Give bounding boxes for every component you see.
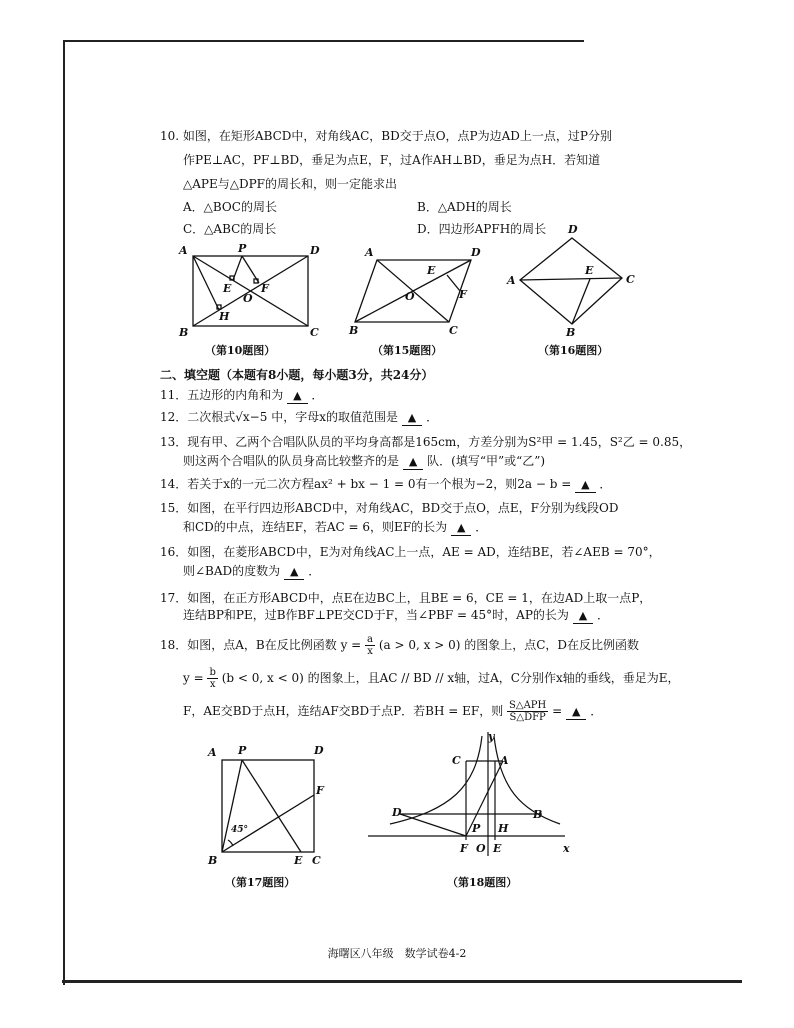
fig17-label-p: P bbox=[238, 744, 247, 757]
q18-fraction-area-ratio: $\frac{\text{S△APH}}{\text{S△DFP}}$ bbox=[509, 700, 547, 723]
fig15-label-b: B bbox=[349, 324, 359, 337]
question-18-line2 bbox=[183, 664, 679, 692]
q14-text: 14．若关于x的一元二次方程ax² + bx − 1 = 0有一个根为−2，则2a − b = bbox=[160, 477, 572, 491]
fig18-label-o: O bbox=[476, 842, 486, 855]
section-2-title: 二、填空题（本题有8小题，每小题3分，共24分） bbox=[160, 368, 434, 382]
q12-text: 12．二次根式√x−5 中，字母x的取值范围是 bbox=[160, 410, 398, 424]
q15-text: 和CD的中点，连结EF，若AC = 6，则EF的长为 bbox=[183, 520, 448, 534]
question-11 bbox=[160, 384, 323, 406]
q15-end: ． bbox=[475, 520, 488, 534]
fig10-label-a: A bbox=[179, 244, 188, 257]
fig15-label-o: O bbox=[405, 290, 415, 303]
q12-triangle: ▲ bbox=[407, 411, 417, 424]
caption-figure-10: （第10题图） bbox=[205, 344, 276, 357]
fig18-label-x: x bbox=[563, 842, 570, 855]
q13-line1: 13．现有甲、乙两个合唱队队员的平均身高都是165cm，方差分别为S²甲 = 1.45，S²乙 = 0.85， bbox=[160, 435, 692, 449]
q10-option-b: B．△ADH的周长 bbox=[417, 200, 512, 214]
fig17-label-angle: 45° bbox=[231, 825, 249, 835]
q10-option-a: A．△BOC的周长 bbox=[183, 200, 277, 214]
top-border bbox=[64, 40, 584, 42]
fig15-label-a: A bbox=[365, 246, 374, 259]
q15-line1: 15．如图，在平行四边形ABCD中，对角线AC，BD交于点O，点E，F分别为线段OD bbox=[160, 501, 619, 515]
q13-answer-blank[interactable] bbox=[403, 454, 423, 470]
q16-triangle: ▲ bbox=[290, 565, 299, 578]
fig18-label-y: y bbox=[488, 730, 495, 743]
q18-triangle: ▲ bbox=[571, 705, 581, 718]
caption-figure-15: （第15题图） bbox=[372, 344, 443, 357]
q18-text-1b: (a > 0, x > 0) 的图象上，点C，D在反比例函数 bbox=[378, 638, 640, 652]
fig18-label-c: C bbox=[452, 754, 461, 767]
q17-triangle: ▲ bbox=[578, 609, 588, 622]
fig18-label-a: A bbox=[500, 754, 509, 767]
q13-text: 则这两个合唱队的队员身高比较整齐的是 bbox=[183, 454, 400, 468]
fig17-label-c: C bbox=[312, 854, 321, 867]
page-footer: 海曙区八年级 数学试卷4-2 bbox=[327, 947, 467, 960]
fig10-label-e: E bbox=[223, 282, 232, 295]
q11-end: ． bbox=[311, 388, 324, 402]
q12-answer-blank[interactable] bbox=[402, 410, 422, 426]
fig10-label-d: D bbox=[310, 244, 320, 257]
fig10-label-h: H bbox=[219, 310, 230, 323]
fig16-label-e: E bbox=[585, 264, 594, 277]
q18-end: ． bbox=[590, 704, 603, 718]
q10-option-d: D．四边形APFH的周长 bbox=[417, 222, 547, 236]
q17-line1: 17．如图，在正方形ABCD中，点E在边BC上，且BE = 6，CE = 1，在边AD上取一点P， bbox=[160, 591, 652, 605]
q14-answer-blank[interactable] bbox=[575, 477, 595, 493]
q13-triangle: ▲ bbox=[408, 455, 418, 468]
q18-text-3a: F，AE交BD于点H，连结AF交BD于点P．若BH = EF，则 bbox=[183, 704, 504, 718]
q17-text: 连结BP和PE，过B作BF⊥PE交CD于F，当∠PBF = 45°时，AP的长为 bbox=[183, 608, 569, 622]
fig10-label-c: C bbox=[310, 326, 319, 338]
question-13-line2 bbox=[183, 450, 545, 472]
fig18-label-p: P bbox=[472, 822, 481, 835]
q15-triangle: ▲ bbox=[456, 521, 466, 534]
caption-figure-17: （第17题图） bbox=[225, 876, 296, 889]
q11-text: 11．五边形的内角和为 bbox=[160, 388, 284, 402]
caption-figure-18: （第18题图） bbox=[447, 876, 518, 889]
fig18-label-d: D bbox=[392, 806, 402, 819]
fig15-label-f: F bbox=[459, 288, 467, 301]
fig10-label-p: P bbox=[238, 242, 247, 255]
q10-line3: △APE与△DPF的周长和，则一定能求出 bbox=[183, 177, 397, 191]
figure-16-rhombus bbox=[500, 220, 640, 338]
q11-answer-blank[interactable] bbox=[287, 388, 307, 404]
fig17-label-e: E bbox=[294, 854, 303, 867]
figure-17-square bbox=[200, 740, 330, 868]
q18-text-3b: = bbox=[552, 704, 563, 718]
q18-text-2a: y = bbox=[183, 671, 204, 685]
fig10-label-b: B bbox=[179, 326, 189, 338]
q18-text-1a: 18．如图，点A，B在反比例函数 y = bbox=[160, 638, 362, 652]
q16-text: 则∠BAD的度数为 bbox=[183, 564, 281, 578]
q15-answer-blank[interactable] bbox=[451, 520, 471, 536]
q12-end: ． bbox=[426, 410, 439, 424]
q11-triangle: ▲ bbox=[293, 389, 302, 402]
fig17-label-b: B bbox=[208, 854, 218, 867]
bottom-border bbox=[62, 980, 742, 983]
fig15-label-c: C bbox=[449, 324, 458, 337]
fig10-label-o: O bbox=[243, 292, 253, 305]
fig17-label-d: D bbox=[314, 744, 324, 757]
question-18-line3 bbox=[183, 697, 602, 725]
q18-answer-blank[interactable] bbox=[566, 704, 586, 720]
figure-18-inverse-function-graph bbox=[360, 728, 585, 870]
q10-line2: 作PE⊥AC，PF⊥BD，垂足为点E，F，过A作AH⊥BD，垂足为点H．若知道 bbox=[183, 153, 601, 167]
fig18-label-b: B bbox=[533, 808, 543, 821]
fig15-label-d: D bbox=[471, 246, 481, 259]
fig17-label-f: F bbox=[316, 784, 324, 797]
q14-end: ． bbox=[599, 477, 612, 491]
question-16-line2 bbox=[183, 560, 320, 582]
fig18-label-e: E bbox=[493, 842, 502, 855]
q16-line1: 16．如图，在菱形ABCD中，E为对角线AC上一点，AE = AD，连结BE，若∠AEB = 70°， bbox=[160, 545, 661, 559]
fig16-label-c: C bbox=[626, 273, 635, 286]
figure-15-parallelogram bbox=[343, 240, 483, 338]
q10-line1: 10. 如图，在矩形ABCD中，对角线AC，BD交于点O，点P为边AD上一点，过P分别 bbox=[160, 129, 612, 143]
q16-answer-blank[interactable] bbox=[284, 564, 304, 580]
q13-end: 队．(填写“甲”或“乙”) bbox=[427, 454, 546, 468]
fig17-label-a: A bbox=[208, 746, 217, 759]
q18-fraction-a-over-x: $\frac{a}{x}$ bbox=[367, 634, 374, 657]
q18-text-2b: (b < 0, x < 0) 的图象上，且AC // BD // x轴，过A，C分别作x轴的垂线，垂足为E， bbox=[221, 671, 680, 685]
fig10-label-f: F bbox=[261, 282, 269, 295]
question-17-line2 bbox=[183, 604, 609, 626]
q10-option-c: C．△ABC的周长 bbox=[183, 222, 277, 236]
question-14 bbox=[160, 473, 611, 495]
question-12 bbox=[160, 406, 438, 428]
q17-answer-blank[interactable] bbox=[573, 608, 593, 624]
fig16-label-a: A bbox=[507, 274, 516, 287]
caption-figure-16: （第16题图） bbox=[538, 344, 609, 357]
fig18-label-h: H bbox=[498, 822, 509, 835]
fig16-label-d: D bbox=[568, 223, 578, 236]
question-15-line2 bbox=[183, 516, 487, 538]
fig16-label-b: B bbox=[566, 326, 576, 338]
q18-fraction-b-over-x: $\frac{b}{x}$ bbox=[209, 667, 216, 690]
figure-10-rectangle bbox=[175, 238, 320, 338]
fig15-label-e: E bbox=[427, 264, 436, 277]
question-18-line1 bbox=[160, 631, 639, 659]
fig18-label-f: F bbox=[460, 842, 468, 855]
q16-end: ． bbox=[308, 564, 321, 578]
q17-end: ． bbox=[597, 608, 610, 622]
q14-triangle: ▲ bbox=[581, 478, 590, 491]
left-border bbox=[63, 40, 65, 985]
